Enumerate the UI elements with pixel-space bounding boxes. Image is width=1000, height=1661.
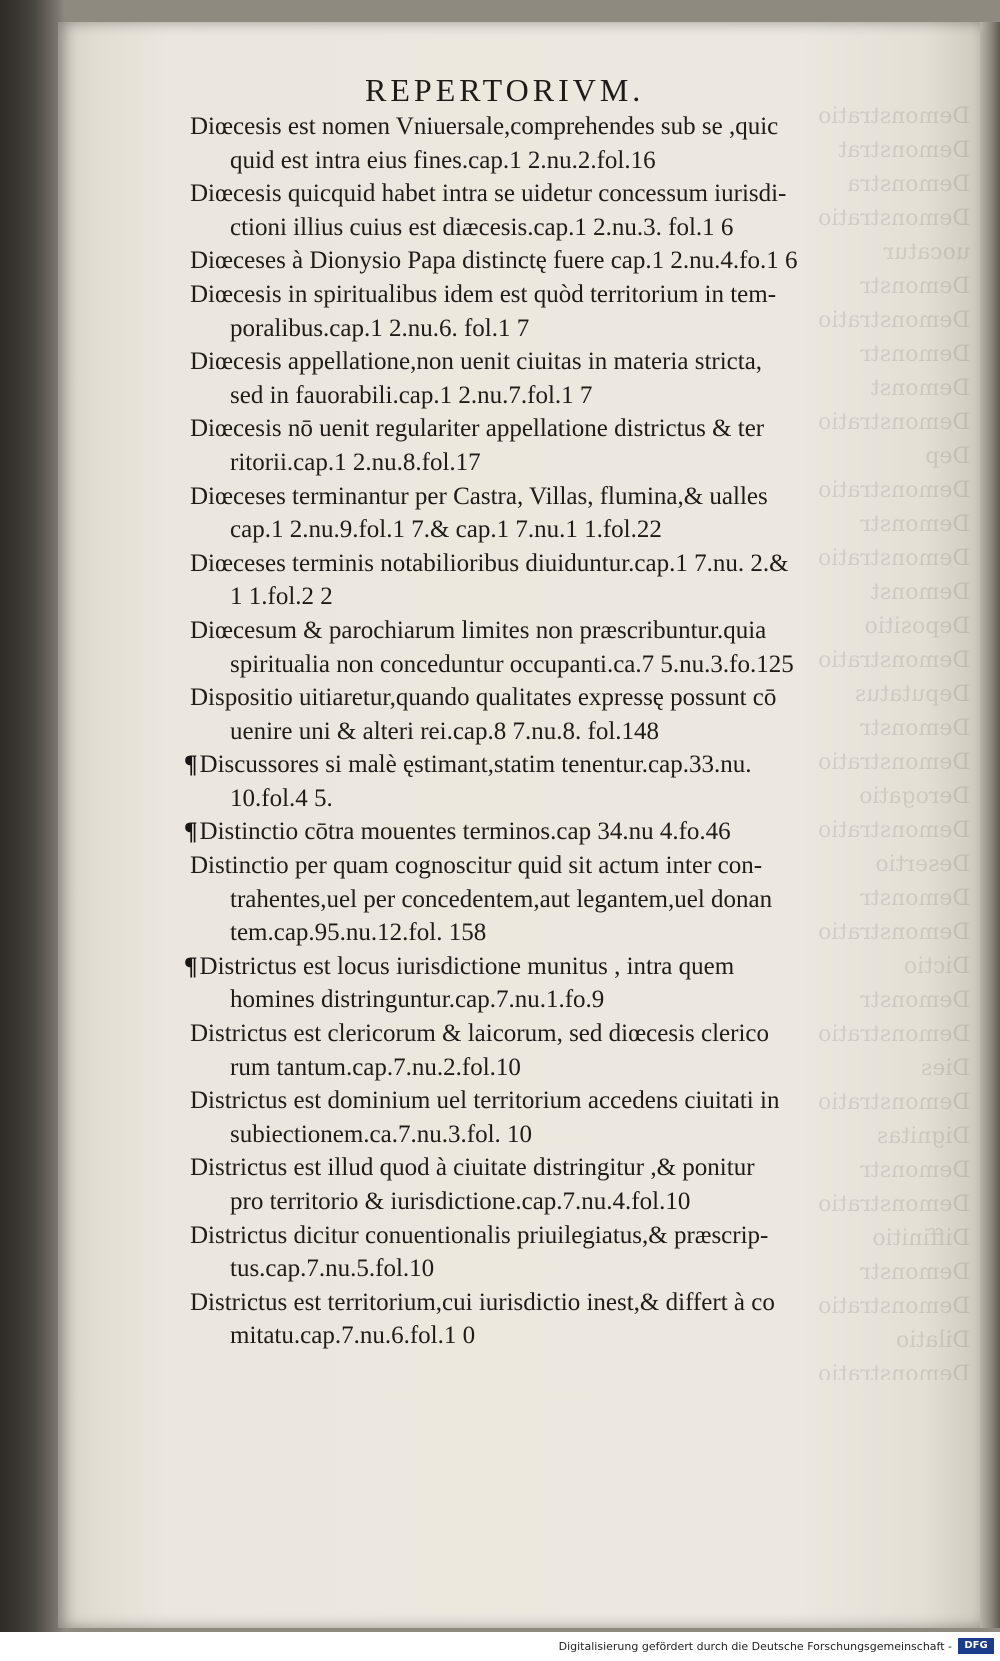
index-entry xyxy=(190,1017,910,1084)
entry-first-line xyxy=(190,110,910,144)
entry-first-line xyxy=(190,244,910,278)
entry-first-line xyxy=(190,849,910,883)
index-entries xyxy=(184,110,910,1353)
entry-text: ritorii.cap.1 2.nu.8.fol.17 xyxy=(230,448,481,476)
entry-text: Districtus est locus iurisdictione munitus , intra quem xyxy=(199,952,735,980)
index-entry xyxy=(184,950,910,1017)
index-entry xyxy=(190,614,910,681)
entry-text: Discussores si malè ęstimant,statim tenentur.cap.33.nu. xyxy=(199,751,752,779)
entry-text: 1 1.fol.2 2 xyxy=(230,583,333,611)
footer-bar xyxy=(0,1632,1000,1661)
index-entry xyxy=(184,748,910,815)
entry-text: subiectionem.ca.7.nu.3.fol. 10 xyxy=(230,1120,533,1148)
entry-text: poralibus.cap.1 2.nu.6. fol.1 7 xyxy=(230,314,530,342)
entry-text: Districtus est clericorum & laicorum, sed diœcesis clerico xyxy=(190,1020,769,1048)
entry-continuation-line xyxy=(190,715,910,749)
entry-text: Diœceses terminantur per Castra, Villas, flumina,& ualles xyxy=(190,482,768,510)
entry-text: Diœceses terminis notabilioribus diuiduntur.cap.1 7.nu. 2.& xyxy=(190,549,789,577)
entry-continuation-line xyxy=(190,983,910,1017)
entry-text: tus.cap.7.nu.5.fol.10 xyxy=(230,1255,435,1283)
paragraph-mark: ¶ xyxy=(184,751,198,779)
entry-continuation-line xyxy=(190,782,910,816)
entry-text: tem.cap.95.nu.12.fol. 158 xyxy=(230,919,487,947)
entry-text: trahentes,uel per concedentem,aut legantem,uel donan xyxy=(230,885,773,913)
index-entry xyxy=(190,681,910,748)
entry-text: Districtus est illud quod à ciuitate distringitur ,& ponitur xyxy=(190,1154,755,1182)
index-entry xyxy=(190,110,910,177)
funding-credit: Digitalisierung gefördert durch die Deutsche Forschungsgemeinschaft - xyxy=(558,1640,952,1653)
entry-first-line xyxy=(190,1017,910,1051)
index-entry xyxy=(190,547,910,614)
index-entry xyxy=(190,1084,910,1151)
entry-text: rum tantum.cap.7.nu.2.fol.10 xyxy=(230,1053,521,1081)
entry-text: homines distringuntur.cap.7.nu.1.fo.9 xyxy=(230,986,605,1014)
entry-text: Diœcesis nō uenit regulariter appellatione districtus & ter xyxy=(190,415,765,443)
index-entry xyxy=(184,815,910,849)
entry-continuation-line xyxy=(190,916,910,950)
entry-first-line xyxy=(190,614,910,648)
entry-continuation-line xyxy=(190,883,910,917)
entry-first-line xyxy=(190,1151,910,1185)
entry-first-line xyxy=(190,480,910,514)
entry-continuation-line xyxy=(190,648,910,682)
entry-first-line xyxy=(190,278,910,312)
entry-text: Diœcesis quicquid habet intra se uidetur concessum iurisdi- xyxy=(190,180,787,208)
entry-first-line xyxy=(190,1219,910,1253)
entry-text: 10.fol.4 5. xyxy=(230,784,333,812)
entry-first-line xyxy=(190,345,910,379)
index-entry xyxy=(190,1286,910,1353)
entry-text: Diœcesis in spiritualibus idem est quòd territorium in tem- xyxy=(190,280,777,308)
entry-first-line xyxy=(184,748,910,782)
entry-text: Diœceses à Dionysio Papa distinctę fuere cap.1 2.nu.4.fo.1 6 xyxy=(190,247,798,275)
entry-text: sed in fauorabili.cap.1 2.nu.7.fol.1 7 xyxy=(230,381,593,409)
entry-text: ctioni illius cuius est diæcesis.cap.1 2.nu.3. fol.1 6 xyxy=(230,213,734,241)
index-entry xyxy=(190,1219,910,1286)
entry-text: Districtus est territorium,cui iurisdictio inest,& differt à co xyxy=(190,1288,775,1316)
entry-text: pro territorio & iurisdictione.cap.7.nu.4.fol.10 xyxy=(230,1188,691,1215)
entry-text: uenire uni & alteri rei.cap.8 7.nu.8. fol.148 xyxy=(230,717,660,745)
entry-continuation-line xyxy=(190,1051,910,1085)
entry-first-line xyxy=(190,1286,910,1320)
entry-first-line xyxy=(190,412,910,446)
page-header: REPERTORIVM. xyxy=(365,72,645,108)
index-entry xyxy=(190,177,910,244)
entry-text: Dispositio uitiaretur,quando qualitates expressę possunt cō xyxy=(190,684,777,712)
entry-first-line xyxy=(190,1084,910,1118)
entry-text: Distinctio cōtra mouentes terminos.cap 34.nu 4.fo.46 xyxy=(199,818,731,846)
index-entry xyxy=(190,244,910,278)
entry-continuation-line xyxy=(190,312,910,346)
entry-continuation-line xyxy=(190,1118,910,1152)
entry-first-line xyxy=(190,547,910,581)
entry-text: Districtus dicitur conuentionalis priuilegiatus,& præscrip- xyxy=(190,1221,769,1249)
index-entry xyxy=(190,480,910,547)
paragraph-mark: ¶ xyxy=(184,952,198,980)
page-edge xyxy=(980,22,1000,1628)
entry-first-line xyxy=(184,815,910,849)
index-entry xyxy=(190,345,910,412)
entry-continuation-line xyxy=(190,211,910,245)
entry-first-line xyxy=(190,177,910,211)
entry-text: mitatu.cap.7.nu.6.fol.1 0 xyxy=(230,1322,476,1350)
entry-first-line xyxy=(190,681,910,715)
entry-text: quid est intra eius fines.cap.1 2.nu.2.fol.16 xyxy=(230,146,656,174)
entry-continuation-line xyxy=(190,1185,910,1219)
entry-first-line xyxy=(184,950,910,984)
entry-continuation-line xyxy=(190,580,910,614)
entry-continuation-line xyxy=(190,1252,910,1286)
entry-text: Diœcesum & parochiarum limites non præscribuntur.quia xyxy=(190,616,767,644)
entry-text: Diœcesis est nomen Vniuersale,comprehendes sub se ,quic xyxy=(190,113,779,140)
entry-continuation-line xyxy=(190,446,910,480)
entry-text: spiritualia non conceduntur occupanti.ca.7 5.nu.3.fo.125 xyxy=(230,650,794,678)
entry-continuation-line xyxy=(190,144,910,178)
paragraph-mark: ¶ xyxy=(184,818,198,846)
show-through-text: Demonstratio Demonstrat Demonstra Demonstratio uocatur Demonstr Demonstratio Demonstr Demonst Demonstratio Dep Demonstratio Demonstr Demonstratio Demonst Depositio Demonstratio Deputatus Demonstr Demonstratio Derogatio Demonstratio Desertio Demonstr Demonstratio Dictio Demonstr Demonstratio Dies Demonstratio Dignitas Demonstr Demonstratio Diffinitio Demonstr Demonstratio Dilatio Demonstratio xyxy=(818,104,970,1380)
entry-text: cap.1 2.nu.9.fol.1 7.& cap.1 7.nu.1 1.fol.22 xyxy=(230,516,662,544)
entry-continuation-line xyxy=(190,1319,910,1353)
entry-continuation-line xyxy=(190,379,910,413)
entry-text: Diœcesis appellatione,non uenit ciuitas in materia stricta, xyxy=(190,348,763,376)
index-entry xyxy=(190,412,910,479)
entry-text: Distinctio per quam cognoscitur quid sit actum inter con- xyxy=(190,852,763,880)
index-entry xyxy=(190,849,910,950)
entry-text: Districtus est dominium uel territorium accedens ciuitati in xyxy=(190,1087,780,1115)
index-entry xyxy=(190,278,910,345)
dfg-logo: DFG xyxy=(958,1638,994,1654)
index-entry xyxy=(190,1151,910,1218)
entry-continuation-line xyxy=(190,513,910,547)
